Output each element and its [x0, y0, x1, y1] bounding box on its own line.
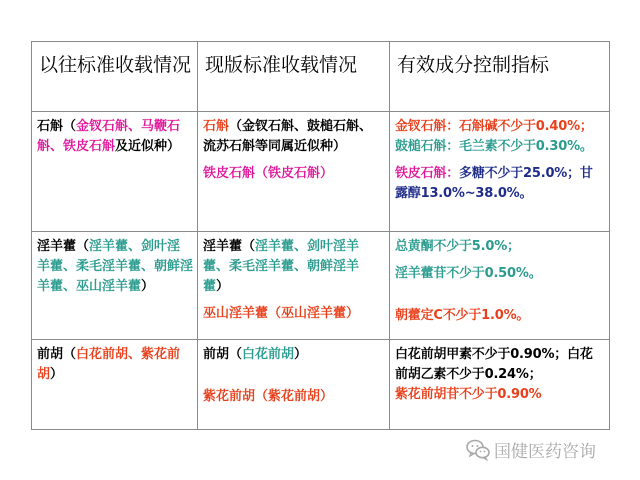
paragraph — [395, 345, 605, 385]
table-row — [32, 112, 610, 232]
table-row — [32, 232, 610, 340]
text-run: 金钗石斛、马鞭石斛、铁皮石斛 — [37, 119, 181, 154]
cell-criteria — [390, 340, 610, 430]
text-run: 白花前胡甲素不少于0.90%；白花前胡乙素不少于0.24%； — [395, 347, 593, 382]
cell-current — [198, 340, 390, 430]
text-run: 淫羊藿（ — [203, 239, 256, 254]
table-row — [32, 340, 610, 430]
watermark-text: 国健医药咨询 — [494, 442, 596, 462]
text-run: ） — [50, 367, 64, 382]
text-run: 朝藿定C不少于1.0%。 — [395, 308, 530, 323]
text-run: （金钗石斛、鼓槌石斛、流苏石斛等同属近似种） — [203, 119, 373, 154]
text-run: ） — [141, 279, 155, 294]
paragraph — [203, 387, 385, 407]
text-run: 淫羊藿（ — [37, 239, 90, 254]
text-run: 鼓槌石斛：毛兰素不少于0.30%。 — [395, 139, 593, 154]
cell-current — [198, 232, 390, 340]
cell-previous — [32, 112, 198, 232]
paragraph — [395, 264, 605, 284]
cell-previous — [32, 340, 198, 430]
paragraph — [395, 237, 605, 257]
text-run: 紫花前胡苷不少于0.90% — [395, 387, 542, 402]
header-previous-standard: 以往标准收载情况 — [32, 42, 198, 112]
text-run: 铁皮石斛（铁皮石斛） — [203, 166, 334, 181]
paragraph — [395, 385, 605, 405]
text-run: 紫花前胡（紫花前胡） — [203, 389, 334, 404]
text-run: 及近似种） — [115, 139, 181, 154]
cell-current — [198, 112, 390, 232]
cell-criteria — [390, 112, 610, 232]
text-run: 石斛 — [203, 119, 230, 134]
paragraph — [395, 164, 605, 204]
cell-criteria — [390, 232, 610, 340]
text-run: 白花前胡 — [242, 347, 295, 362]
header-active-ingredient-criteria: 有效成分控制指标 — [390, 42, 610, 112]
paragraph — [395, 306, 605, 326]
text-run: 淫羊藿、剑叶淫羊藿、柔毛淫羊藿、朝鲜淫羊藿 — [203, 239, 360, 294]
paragraph — [203, 237, 385, 297]
paragraph — [203, 345, 385, 365]
comparison-table — [31, 41, 610, 430]
text-run: 前胡（ — [203, 347, 243, 362]
text-run: 淫羊藿、剑叶淫羊藿、柔毛淫羊藿、朝鲜淫羊藿、巫山淫羊藿 — [37, 239, 194, 294]
cell-previous — [32, 232, 198, 340]
paragraph — [203, 117, 385, 157]
text-run: 石斛（ — [37, 119, 77, 134]
header-current-standard: 现版标准收载情况 — [198, 42, 390, 112]
text-run: 金钗石斛：石斛碱不少于0.40%； — [395, 119, 593, 134]
wechat-icon — [466, 439, 490, 461]
text-run: ） — [216, 279, 230, 294]
paragraph — [37, 117, 193, 157]
text-run: 多糖不少于25.0%；甘露醇13.0%~38.0%。 — [395, 166, 593, 201]
paragraph — [395, 117, 605, 157]
text-run: 白花前胡、紫花前胡 — [37, 347, 181, 382]
paragraph — [37, 345, 193, 385]
text-run: 淫羊藿苷不少于0.50%。 — [395, 266, 542, 281]
text-run: 巫山淫羊藿（巫山淫羊藿） — [203, 306, 360, 321]
watermark — [466, 437, 596, 462]
text-run: 前胡（ — [37, 347, 77, 362]
paragraph — [203, 164, 385, 184]
paragraph — [37, 237, 193, 297]
text-run: ） — [294, 347, 308, 362]
text-run: 总黄酮不少于5.0%； — [395, 239, 520, 254]
text-run: 铁皮石斛： — [395, 166, 460, 181]
header-row — [32, 42, 610, 112]
paragraph — [203, 304, 385, 324]
